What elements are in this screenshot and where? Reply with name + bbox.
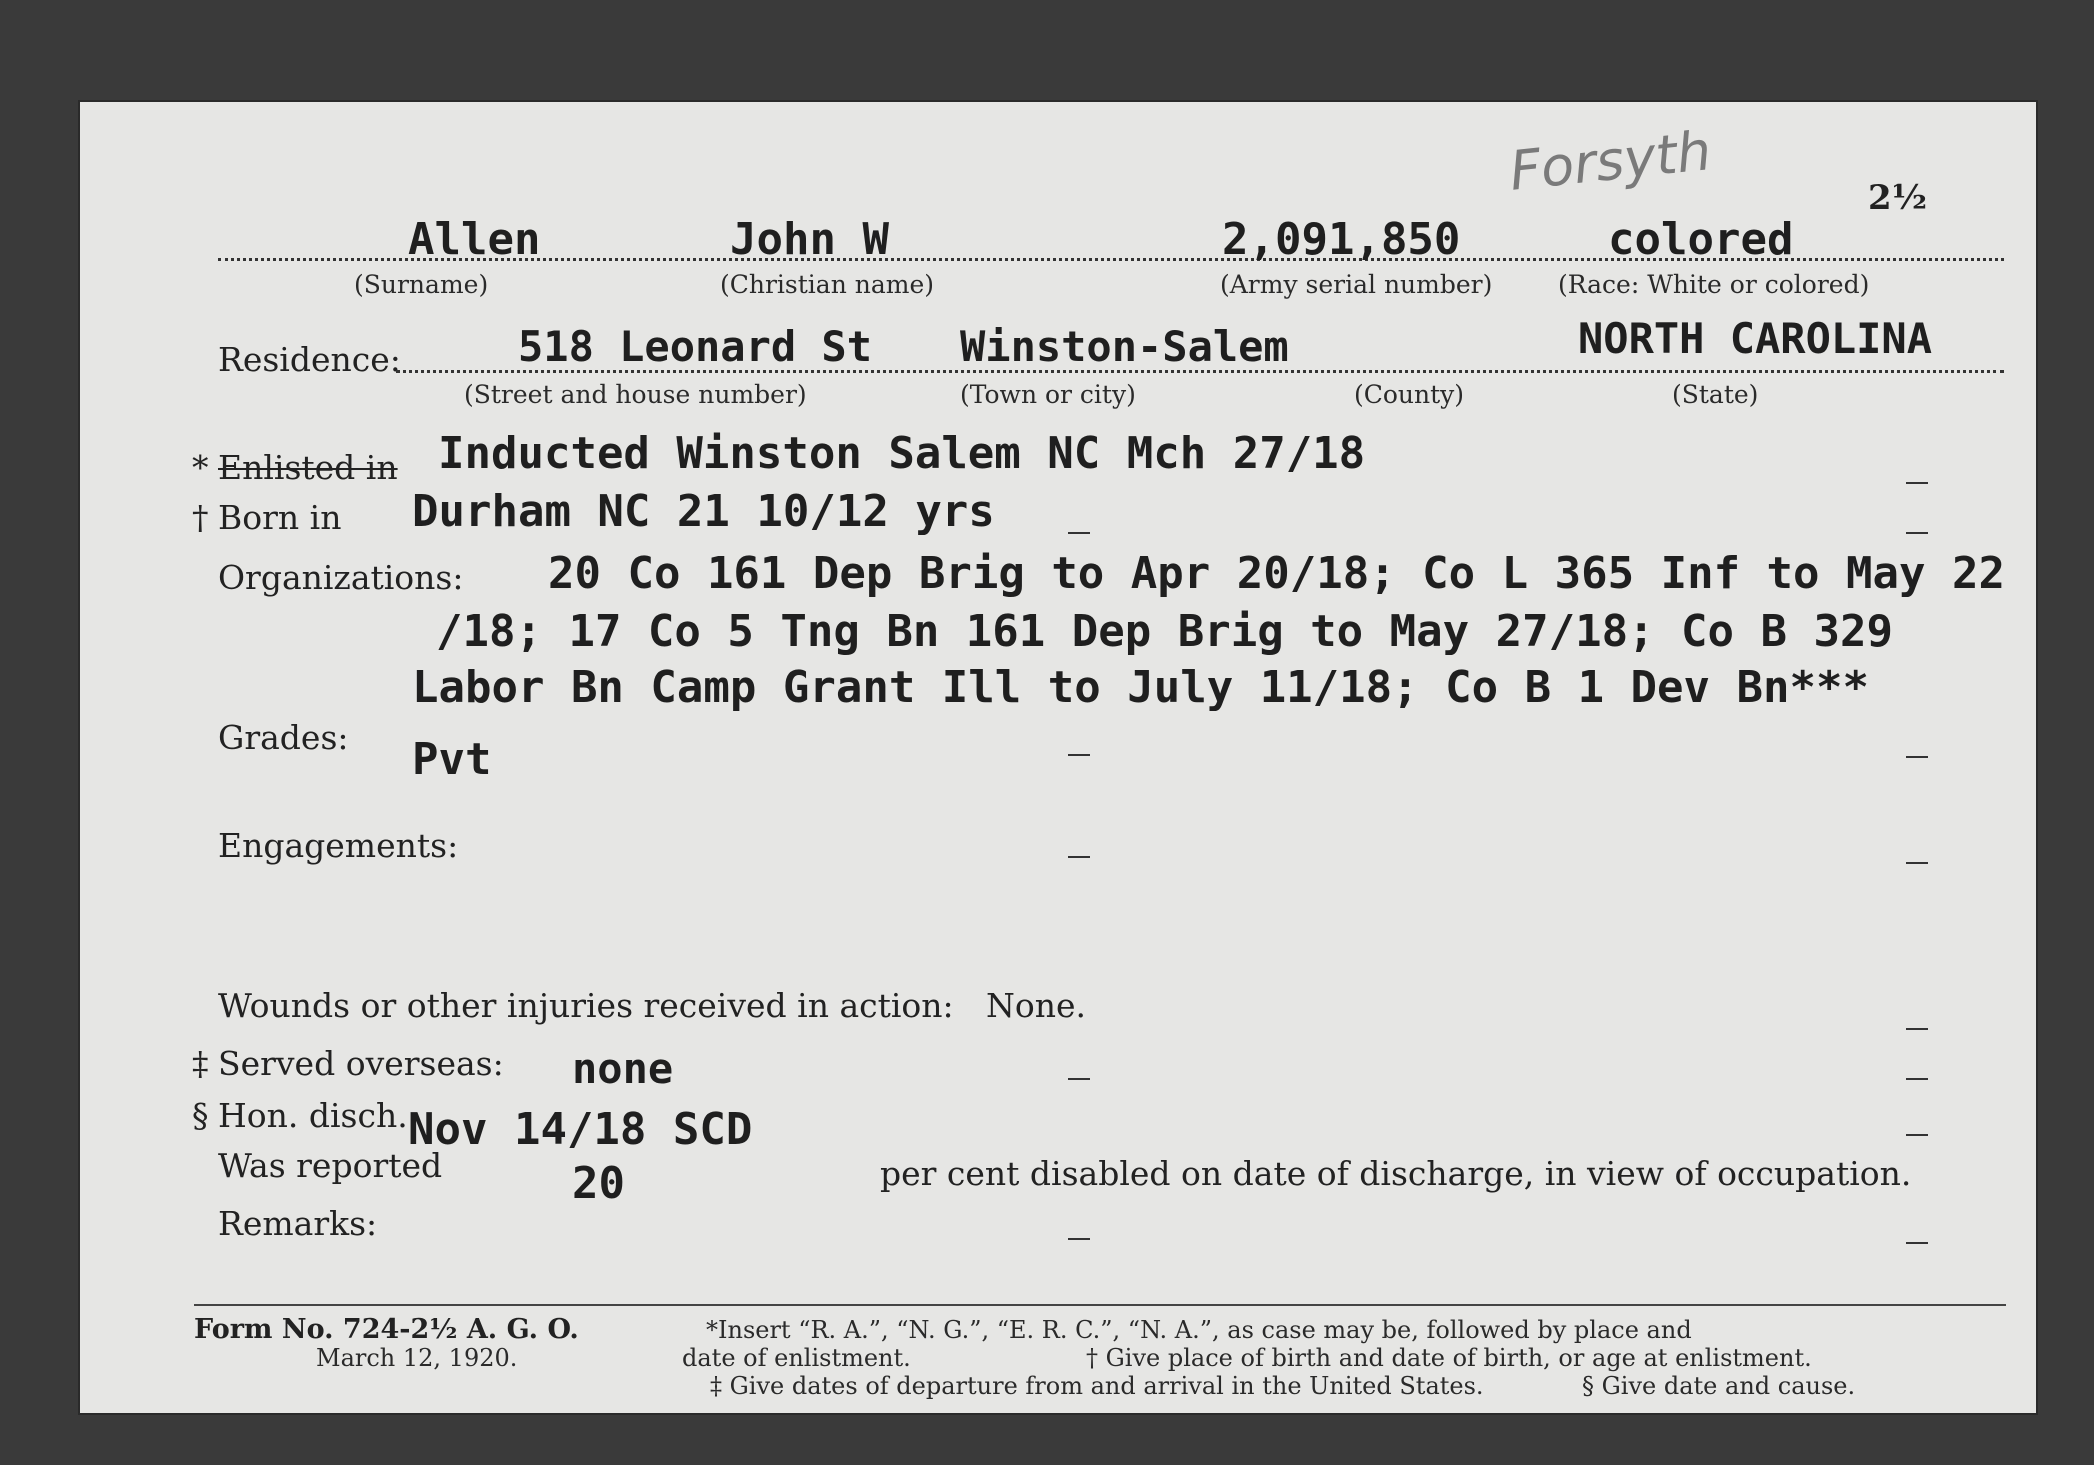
grades-value: Pvt [412, 734, 492, 785]
footer-rule [194, 1304, 2006, 1306]
corner-number: 2½ [1868, 178, 1928, 218]
street-value: 518 Leonard St [518, 322, 873, 371]
grades-label: Grades: [218, 718, 349, 757]
record-card [78, 100, 2038, 1415]
county-caption: (County) [1354, 380, 1465, 409]
serial-number-caption: (Army serial number) [1220, 270, 1493, 299]
serial-number-value: 2,091,850 [1222, 214, 1461, 265]
organizations-line-3: Labor Bn Camp Grant Ill to July 11/18; Co B 1 Dev Bn*** [412, 662, 1869, 713]
handwritten-county-note: Forsyth [1506, 119, 1714, 203]
form-date: March 12, 1920. [316, 1344, 518, 1372]
born-value: Durham NC 21 10/12 yrs [412, 486, 995, 537]
dash-mark [1068, 754, 1090, 756]
born-label: Born in [218, 498, 342, 537]
enlisted-mark: * [192, 448, 209, 487]
footnote-enlistment: *Insert “R. A.”, “N. G.”, “E. R. C.”, “N. A.”, as case may be, followed by place and [706, 1316, 1692, 1344]
christian-name-value: John W [730, 214, 889, 265]
dash-mark [1906, 482, 1928, 484]
overseas-label: Served overseas: [218, 1044, 504, 1083]
wounds-value: None. [986, 986, 1087, 1025]
dash-mark [1906, 862, 1928, 864]
overseas-mark: ‡ [192, 1044, 209, 1083]
footnote-discharge: § Give date and cause. [1582, 1372, 1856, 1400]
form-number: Form No. 724-2½ A. G. O. [194, 1314, 579, 1345]
enlisted-value: Inducted Winston Salem NC Mch 27/18 [438, 428, 1366, 479]
state-caption: (State) [1672, 380, 1759, 409]
footnote-birth: † Give place of birth and date of birth, or age at enlistment. [1086, 1344, 1812, 1372]
organizations-line-1: 20 Co 161 Dep Brig to Apr 20/18; Co L 365 Inf to May 22 [548, 548, 2005, 599]
reported-value: 20 [572, 1158, 625, 1209]
dash-mark [1906, 1078, 1928, 1080]
dash-mark [1906, 1134, 1928, 1136]
surname-caption: (Surname) [354, 270, 489, 299]
dash-mark [1068, 1078, 1090, 1080]
christian-name-caption: (Christian name) [720, 270, 935, 299]
wounds-label: Wounds or other injuries received in action: [218, 986, 954, 1025]
organizations-line-2: /18; 17 Co 5 Tng Bn 161 Dep Brig to May 27/18; Co B 329 [436, 606, 1893, 657]
discharge-mark: § [192, 1096, 209, 1135]
race-value: colored [1608, 214, 1794, 265]
dash-mark [1068, 532, 1090, 534]
surname-value: Allen [408, 214, 541, 265]
residence-label: Residence: [218, 340, 401, 379]
discharge-value: Nov 14/18 SCD [408, 1104, 753, 1155]
state-value: NORTH CAROLINA [1578, 314, 1933, 363]
engagements-label: Engagements: [218, 826, 459, 865]
town-value: Winston-Salem [960, 322, 1289, 371]
dash-mark [1906, 532, 1928, 534]
dash-mark [1068, 856, 1090, 858]
born-mark: † [192, 498, 209, 537]
dash-mark [1906, 1242, 1928, 1244]
town-caption: (Town or city) [960, 380, 1136, 409]
street-caption: (Street and house number) [464, 380, 807, 409]
dash-mark [1906, 756, 1928, 758]
dash-mark [1906, 1028, 1928, 1030]
organizations-label: Organizations: [218, 558, 464, 597]
discharge-label: Hon. disch. [218, 1096, 408, 1135]
remarks-label: Remarks: [218, 1204, 378, 1243]
reported-label: Was reported [218, 1146, 443, 1185]
overseas-value: none [572, 1044, 674, 1093]
footnote-enlistment-cont: date of enlistment. [682, 1344, 911, 1372]
enlisted-label: Enlisted in [218, 448, 398, 487]
reported-suffix: per cent disabled on date of discharge, in view of occupation. [880, 1154, 1912, 1193]
footnote-overseas: ‡ Give dates of departure from and arrival in the United States. [710, 1372, 1484, 1400]
race-caption: (Race: White or colored) [1558, 270, 1870, 299]
dash-mark [1068, 1238, 1090, 1240]
